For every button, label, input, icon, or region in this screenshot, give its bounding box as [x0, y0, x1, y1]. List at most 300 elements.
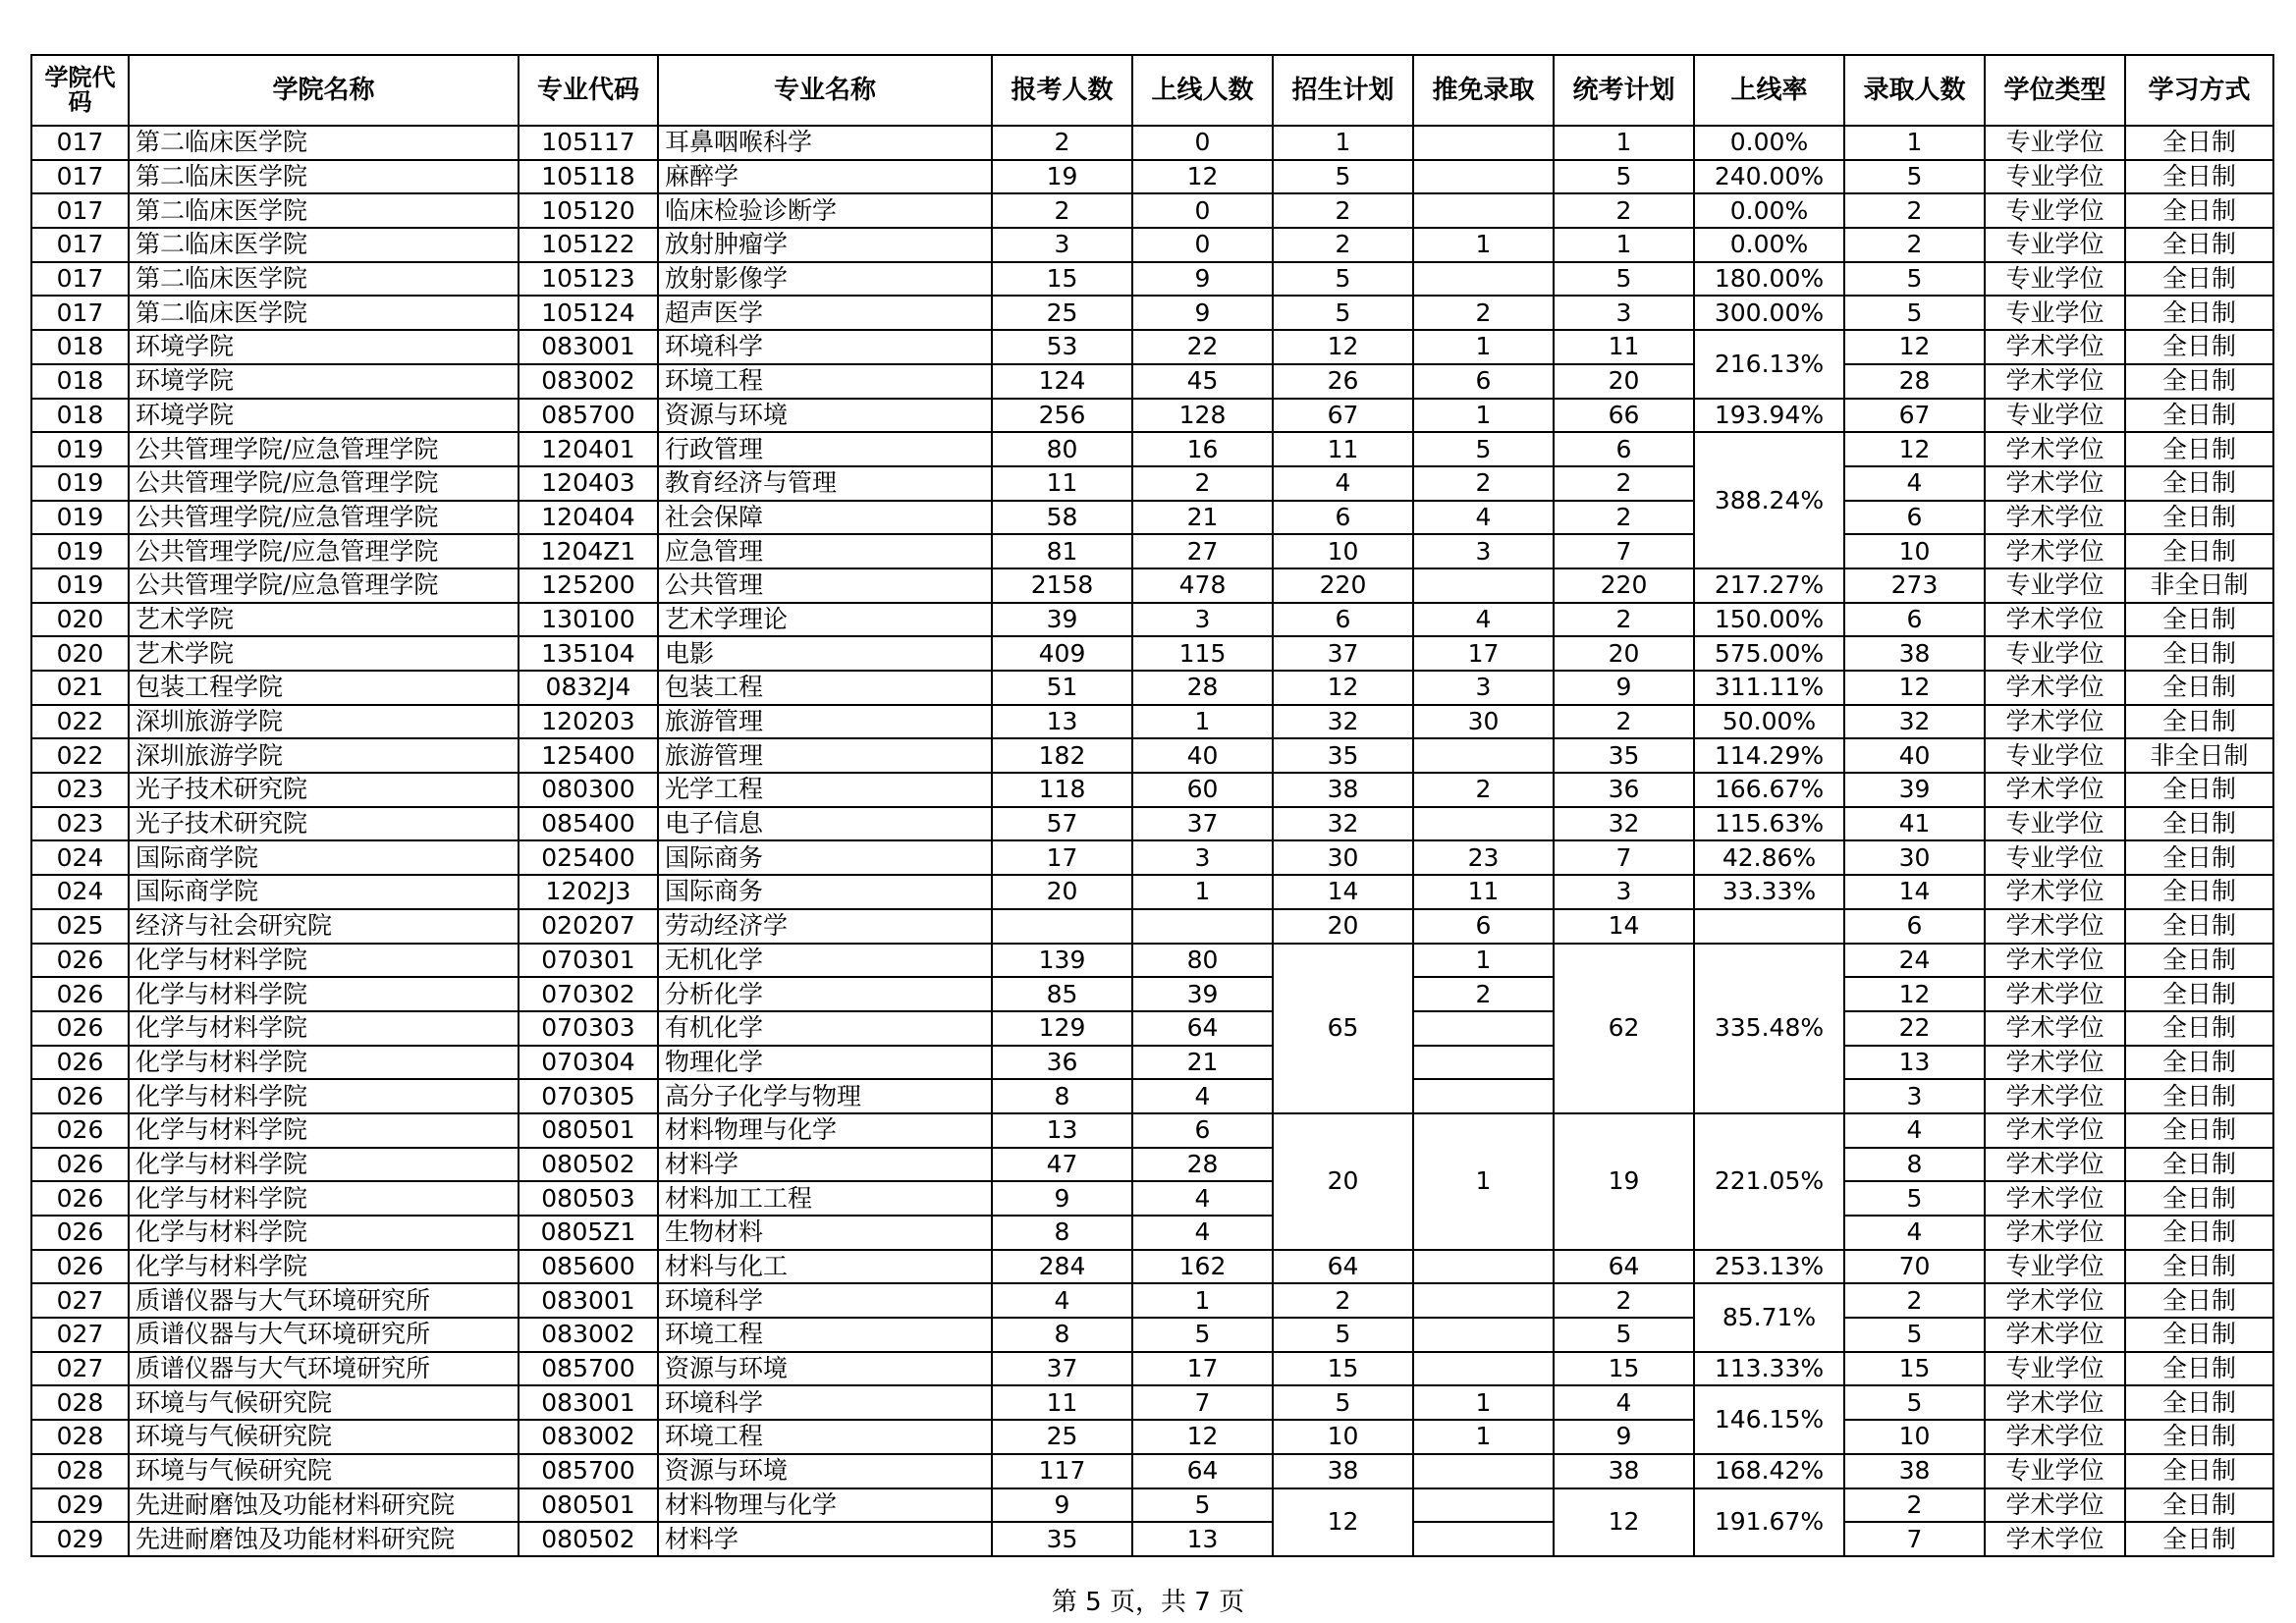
cell-recommended [1413, 1454, 1554, 1488]
cell-admitted: 70 [1844, 1250, 1985, 1284]
table-row [31, 1420, 2273, 1454]
cell-passed: 1 [1132, 705, 1273, 739]
cell-major-name: 教育经济与管理 [658, 466, 992, 501]
cell-study-mode: 全日制 [2125, 399, 2273, 433]
cell-recommended [1413, 262, 1554, 297]
cell-college-code: 028 [31, 1420, 129, 1454]
cell-major-code: 070302 [519, 977, 658, 1011]
footer-middle: 页，共 [1109, 1588, 1186, 1617]
cell-passed: 9 [1132, 262, 1273, 297]
cell-enroll-plan: 32 [1273, 705, 1413, 739]
cell-enroll-plan: 1 [1273, 126, 1413, 160]
cell-recommended: 17 [1413, 636, 1554, 671]
table-row [31, 1079, 2273, 1113]
cell-degree-type: 专业学位 [1985, 399, 2125, 433]
cell-college-code: 026 [31, 1250, 129, 1284]
admission-table-container [30, 54, 2272, 1557]
cell-degree-type: 学术学位 [1985, 1181, 2125, 1216]
cell-admitted: 5 [1844, 1385, 1985, 1420]
cell-enroll-plan: 64 [1273, 1250, 1413, 1284]
cell-degree-type: 学术学位 [1985, 466, 2125, 501]
cell-college-name: 公共管理学院/应急管理学院 [129, 501, 519, 535]
table-row [31, 1011, 2273, 1046]
cell-admitted: 10 [1844, 1420, 1985, 1454]
cell-major-name: 环境工程 [658, 1318, 992, 1352]
cell-recommended [1413, 1283, 1554, 1318]
cell-applicants: 124 [992, 364, 1132, 399]
cell-college-name: 化学与材料学院 [129, 1216, 519, 1250]
cell-college-code: 027 [31, 1352, 129, 1386]
cell-college-name: 环境与气候研究院 [129, 1385, 519, 1420]
cell-major-name: 包装工程 [658, 671, 992, 705]
cell-study-mode: 全日制 [2125, 1385, 2273, 1420]
header-enroll-plan: 招生计划 [1273, 55, 1413, 126]
footer-page-number: 5 [1085, 1588, 1102, 1617]
cell-degree-type: 专业学位 [1985, 1454, 2125, 1488]
cell-recommended: 23 [1413, 840, 1554, 875]
cell-recommended [1413, 1522, 1554, 1556]
cell-study-mode: 全日制 [2125, 944, 2273, 978]
cell-admitted: 22 [1844, 1011, 1985, 1046]
cell-degree-type: 专业学位 [1985, 126, 2125, 160]
cell-applicants: 4 [992, 1283, 1132, 1318]
cell-college-name: 先进耐磨蚀及功能材料研究院 [129, 1522, 519, 1556]
cell-major-name: 艺术学理论 [658, 603, 992, 637]
table-row [31, 1454, 2273, 1488]
cell-enroll-plan: 6 [1273, 603, 1413, 637]
cell-degree-type: 学术学位 [1985, 432, 2125, 466]
cell-degree-type: 学术学位 [1985, 1385, 2125, 1420]
cell-degree-type: 专业学位 [1985, 1250, 2125, 1284]
cell-applicants: 58 [992, 501, 1132, 535]
cell-pass-rate: 114.29% [1694, 738, 1844, 773]
header-exam-plan: 统考计划 [1554, 55, 1694, 126]
table-row [31, 840, 2273, 875]
cell-study-mode: 全日制 [2125, 1488, 2273, 1523]
table-row [31, 1113, 2273, 1148]
cell-major-code: 105118 [519, 160, 658, 194]
cell-study-mode: 全日制 [2125, 840, 2273, 875]
cell-major-code: 083001 [519, 1385, 658, 1420]
table-row [31, 1148, 2273, 1182]
cell-major-code: 120203 [519, 705, 658, 739]
cell-college-code: 026 [31, 1079, 129, 1113]
cell-passed: 4 [1132, 1079, 1273, 1113]
cell-enroll-plan: 67 [1273, 399, 1413, 433]
cell-college-name: 质谱仪器与大气环境研究所 [129, 1352, 519, 1386]
table-row [31, 193, 2273, 228]
table-row [31, 501, 2273, 535]
cell-major-name: 材料学 [658, 1522, 992, 1556]
cell-major-name: 材料加工工程 [658, 1181, 992, 1216]
cell-degree-type: 学术学位 [1985, 944, 2125, 978]
cell-admitted: 15 [1844, 1352, 1985, 1386]
cell-college-name: 艺术学院 [129, 603, 519, 637]
cell-major-code: 105124 [519, 296, 658, 330]
table-row [31, 296, 2273, 330]
cell-passed: 478 [1132, 568, 1273, 603]
cell-enroll-plan: 5 [1273, 296, 1413, 330]
cell-enroll-plan: 2 [1273, 1283, 1413, 1318]
cell-passed: 27 [1132, 534, 1273, 568]
cell-applicants [992, 909, 1132, 944]
cell-college-name: 质谱仪器与大气环境研究所 [129, 1283, 519, 1318]
cell-admitted: 273 [1844, 568, 1985, 603]
cell-college-name: 光子技术研究院 [129, 807, 519, 841]
cell-college-code: 017 [31, 228, 129, 262]
cell-applicants: 37 [992, 1352, 1132, 1386]
cell-recommended: 3 [1413, 671, 1554, 705]
cell-exam-plan: 19 [1554, 1113, 1694, 1250]
cell-recommended: 1 [1413, 944, 1554, 978]
table-row [31, 807, 2273, 841]
cell-applicants: 25 [992, 296, 1132, 330]
cell-college-name: 先进耐磨蚀及功能材料研究院 [129, 1488, 519, 1523]
cell-recommended: 3 [1413, 534, 1554, 568]
cell-major-name: 资源与环境 [658, 1352, 992, 1386]
cell-degree-type: 专业学位 [1985, 568, 2125, 603]
cell-college-code: 019 [31, 466, 129, 501]
table-row [31, 568, 2273, 603]
cell-exam-plan: 9 [1554, 671, 1694, 705]
cell-applicants: 284 [992, 1250, 1132, 1284]
cell-degree-type: 学术学位 [1985, 330, 2125, 364]
cell-recommended [1413, 193, 1554, 228]
cell-applicants: 256 [992, 399, 1132, 433]
cell-degree-type: 学术学位 [1985, 534, 2125, 568]
cell-enroll-plan: 20 [1273, 909, 1413, 944]
cell-study-mode: 全日制 [2125, 160, 2273, 194]
cell-exam-plan: 2 [1554, 466, 1694, 501]
cell-study-mode: 全日制 [2125, 1250, 2273, 1284]
cell-major-code: 085700 [519, 399, 658, 433]
cell-college-code: 021 [31, 671, 129, 705]
cell-recommended: 1 [1413, 1113, 1554, 1250]
cell-degree-type: 专业学位 [1985, 193, 2125, 228]
cell-major-name: 超声医学 [658, 296, 992, 330]
cell-enroll-plan: 35 [1273, 738, 1413, 773]
cell-recommended: 1 [1413, 330, 1554, 364]
cell-recommended: 1 [1413, 228, 1554, 262]
cell-study-mode: 全日制 [2125, 1011, 2273, 1046]
cell-study-mode: 全日制 [2125, 1046, 2273, 1080]
cell-major-name: 资源与环境 [658, 1454, 992, 1488]
cell-passed: 21 [1132, 1046, 1273, 1080]
cell-pass-rate: 191.67% [1694, 1488, 1844, 1556]
cell-admitted: 40 [1844, 738, 1985, 773]
cell-major-code: 070301 [519, 944, 658, 978]
header-major-name: 专业名称 [658, 55, 992, 126]
cell-applicants: 3 [992, 228, 1132, 262]
cell-major-code: 105123 [519, 262, 658, 297]
cell-major-code: 080300 [519, 773, 658, 807]
cell-exam-plan: 32 [1554, 807, 1694, 841]
cell-applicants: 25 [992, 1420, 1132, 1454]
cell-recommended: 30 [1413, 705, 1554, 739]
cell-exam-plan: 2 [1554, 1283, 1694, 1318]
table-row [31, 1352, 2273, 1386]
cell-exam-plan: 62 [1554, 944, 1694, 1113]
cell-admitted: 1 [1844, 126, 1985, 160]
cell-pass-rate: 253.13% [1694, 1250, 1844, 1284]
cell-major-name: 环境科学 [658, 1385, 992, 1420]
cell-passed: 1 [1132, 1283, 1273, 1318]
cell-college-code: 017 [31, 160, 129, 194]
cell-enroll-plan: 2 [1273, 193, 1413, 228]
cell-major-code: 085700 [519, 1454, 658, 1488]
cell-admitted: 4 [1844, 466, 1985, 501]
cell-college-name: 第二临床医学院 [129, 193, 519, 228]
cell-study-mode: 全日制 [2125, 501, 2273, 535]
cell-college-code: 027 [31, 1318, 129, 1352]
cell-admitted: 67 [1844, 399, 1985, 433]
cell-exam-plan: 5 [1554, 1318, 1694, 1352]
cell-passed: 0 [1132, 228, 1273, 262]
cell-major-name: 国际商务 [658, 875, 992, 909]
cell-passed: 7 [1132, 1385, 1273, 1420]
cell-exam-plan: 38 [1554, 1454, 1694, 1488]
cell-pass-rate: 166.67% [1694, 773, 1844, 807]
table-row [31, 944, 2273, 978]
cell-passed: 64 [1132, 1454, 1273, 1488]
cell-college-name: 第二临床医学院 [129, 228, 519, 262]
footer-total-pages: 7 [1194, 1588, 1211, 1617]
cell-major-code: 125200 [519, 568, 658, 603]
table-row [31, 399, 2273, 433]
header-degree-type: 学位类型 [1985, 55, 2125, 126]
footer-suffix: 页 [1219, 1588, 1245, 1617]
cell-degree-type: 专业学位 [1985, 262, 2125, 297]
cell-pass-rate: 180.00% [1694, 262, 1844, 297]
cell-college-code: 026 [31, 1181, 129, 1216]
cell-college-name: 化学与材料学院 [129, 1079, 519, 1113]
table-row [31, 160, 2273, 194]
cell-pass-rate: 217.27% [1694, 568, 1844, 603]
cell-recommended: 2 [1413, 773, 1554, 807]
cell-recommended [1413, 1488, 1554, 1523]
cell-passed: 5 [1132, 1488, 1273, 1523]
cell-degree-type: 学术学位 [1985, 875, 2125, 909]
cell-passed: 40 [1132, 738, 1273, 773]
cell-major-name: 公共管理 [658, 568, 992, 603]
cell-study-mode: 全日制 [2125, 1216, 2273, 1250]
cell-study-mode: 全日制 [2125, 807, 2273, 841]
cell-degree-type: 专业学位 [1985, 228, 2125, 262]
cell-college-name: 化学与材料学院 [129, 1046, 519, 1080]
cell-major-code: 135104 [519, 636, 658, 671]
cell-degree-type: 专业学位 [1985, 636, 2125, 671]
table-row [31, 228, 2273, 262]
cell-college-name: 化学与材料学院 [129, 1181, 519, 1216]
cell-major-name: 临床检验诊断学 [658, 193, 992, 228]
cell-admitted: 4 [1844, 1216, 1985, 1250]
cell-degree-type: 专业学位 [1985, 807, 2125, 841]
cell-enroll-plan: 26 [1273, 364, 1413, 399]
cell-recommended [1413, 807, 1554, 841]
cell-exam-plan: 35 [1554, 738, 1694, 773]
cell-enroll-plan: 38 [1273, 773, 1413, 807]
cell-major-name: 劳动经济学 [658, 909, 992, 944]
cell-recommended [1413, 126, 1554, 160]
cell-passed: 0 [1132, 126, 1273, 160]
cell-degree-type: 专业学位 [1985, 160, 2125, 194]
cell-pass-rate [1694, 909, 1844, 944]
table-row [31, 773, 2273, 807]
cell-passed: 12 [1132, 160, 1273, 194]
cell-college-name: 光子技术研究院 [129, 773, 519, 807]
cell-applicants: 35 [992, 1522, 1132, 1556]
cell-degree-type: 学术学位 [1985, 364, 2125, 399]
cell-passed: 1 [1132, 875, 1273, 909]
cell-exam-plan: 20 [1554, 636, 1694, 671]
cell-study-mode: 全日制 [2125, 875, 2273, 909]
cell-degree-type: 学术学位 [1985, 977, 2125, 1011]
cell-passed: 9 [1132, 296, 1273, 330]
cell-major-name: 环境科学 [658, 330, 992, 364]
cell-admitted: 2 [1844, 1488, 1985, 1523]
cell-college-code: 019 [31, 432, 129, 466]
cell-major-name: 放射影像学 [658, 262, 992, 297]
cell-degree-type: 学术学位 [1985, 705, 2125, 739]
cell-admitted: 5 [1844, 262, 1985, 297]
cell-exam-plan: 11 [1554, 330, 1694, 364]
cell-college-code: 026 [31, 977, 129, 1011]
footer-prefix: 第 [1051, 1588, 1077, 1617]
table-row [31, 671, 2273, 705]
cell-study-mode: 全日制 [2125, 1454, 2273, 1488]
cell-degree-type: 学术学位 [1985, 909, 2125, 944]
cell-college-code: 029 [31, 1522, 129, 1556]
cell-recommended [1413, 1250, 1554, 1284]
cell-college-code: 026 [31, 1046, 129, 1080]
cell-study-mode: 全日制 [2125, 977, 2273, 1011]
table-row [31, 1181, 2273, 1216]
cell-major-code: 083002 [519, 1420, 658, 1454]
table-row [31, 1046, 2273, 1080]
cell-exam-plan: 2 [1554, 705, 1694, 739]
cell-applicants: 118 [992, 773, 1132, 807]
cell-exam-plan: 2 [1554, 603, 1694, 637]
cell-major-name: 环境科学 [658, 1283, 992, 1318]
cell-college-name: 化学与材料学院 [129, 1250, 519, 1284]
cell-exam-plan: 7 [1554, 840, 1694, 875]
cell-study-mode: 全日制 [2125, 1522, 2273, 1556]
cell-major-name: 分析化学 [658, 977, 992, 1011]
cell-admitted: 38 [1844, 636, 1985, 671]
cell-college-code: 023 [31, 773, 129, 807]
cell-enroll-plan: 5 [1273, 262, 1413, 297]
cell-study-mode: 全日制 [2125, 228, 2273, 262]
cell-major-code: 020207 [519, 909, 658, 944]
cell-applicants: 17 [992, 840, 1132, 875]
cell-study-mode: 全日制 [2125, 773, 2273, 807]
page-footer [0, 1582, 2296, 1618]
cell-applicants: 9 [992, 1181, 1132, 1216]
cell-admitted: 2 [1844, 1283, 1985, 1318]
cell-pass-rate: 221.05% [1694, 1113, 1844, 1250]
cell-enroll-plan: 12 [1273, 671, 1413, 705]
cell-degree-type: 学术学位 [1985, 1216, 2125, 1250]
table-row [31, 909, 2273, 944]
cell-study-mode: 全日制 [2125, 534, 2273, 568]
cell-admitted: 6 [1844, 909, 1985, 944]
cell-passed: 2 [1132, 466, 1273, 501]
table-row [31, 534, 2273, 568]
header-recommended: 推免录取 [1413, 55, 1554, 126]
cell-passed: 13 [1132, 1522, 1273, 1556]
table-row [31, 1385, 2273, 1420]
cell-college-name: 环境与气候研究院 [129, 1420, 519, 1454]
cell-college-name: 环境学院 [129, 399, 519, 433]
cell-recommended: 2 [1413, 296, 1554, 330]
cell-degree-type: 学术学位 [1985, 773, 2125, 807]
cell-enroll-plan: 65 [1273, 944, 1413, 1113]
cell-college-code: 028 [31, 1454, 129, 1488]
cell-applicants: 13 [992, 1113, 1132, 1148]
cell-major-code: 0832J4 [519, 671, 658, 705]
cell-major-name: 旅游管理 [658, 738, 992, 773]
cell-exam-plan: 7 [1554, 534, 1694, 568]
cell-applicants: 51 [992, 671, 1132, 705]
cell-degree-type: 学术学位 [1985, 671, 2125, 705]
cell-college-code: 026 [31, 944, 129, 978]
cell-pass-rate: 193.94% [1694, 399, 1844, 433]
cell-college-name: 质谱仪器与大气环境研究所 [129, 1318, 519, 1352]
cell-applicants: 85 [992, 977, 1132, 1011]
cell-major-name: 麻醉学 [658, 160, 992, 194]
cell-study-mode: 全日制 [2125, 603, 2273, 637]
cell-recommended [1413, 1011, 1554, 1046]
cell-recommended: 1 [1413, 1420, 1554, 1454]
cell-major-code: 1204Z1 [519, 534, 658, 568]
cell-recommended [1413, 1352, 1554, 1386]
table-row [31, 1283, 2273, 1318]
cell-pass-rate: 0.00% [1694, 193, 1844, 228]
header-study-mode: 学习方式 [2125, 55, 2273, 126]
cell-recommended: 1 [1413, 1385, 1554, 1420]
cell-passed: 5 [1132, 1318, 1273, 1352]
cell-college-code: 020 [31, 636, 129, 671]
cell-study-mode: 全日制 [2125, 1283, 2273, 1318]
cell-passed: 45 [1132, 364, 1273, 399]
cell-major-code: 085600 [519, 1250, 658, 1284]
cell-college-code: 022 [31, 738, 129, 773]
cell-study-mode: 非全日制 [2125, 738, 2273, 773]
cell-study-mode: 全日制 [2125, 193, 2273, 228]
cell-degree-type: 专业学位 [1985, 296, 2125, 330]
cell-major-name: 高分子化学与物理 [658, 1079, 992, 1113]
cell-college-code: 024 [31, 875, 129, 909]
cell-major-name: 材料物理与化学 [658, 1488, 992, 1523]
cell-passed: 28 [1132, 1148, 1273, 1182]
cell-admitted: 41 [1844, 807, 1985, 841]
cell-exam-plan: 3 [1554, 875, 1694, 909]
cell-passed: 3 [1132, 840, 1273, 875]
table-row [31, 126, 2273, 160]
cell-college-code: 019 [31, 501, 129, 535]
cell-degree-type: 学术学位 [1985, 1079, 2125, 1113]
table-row [31, 1522, 2273, 1556]
table-row [31, 1488, 2273, 1523]
cell-exam-plan: 1 [1554, 126, 1694, 160]
cell-passed: 39 [1132, 977, 1273, 1011]
cell-enroll-plan: 4 [1273, 466, 1413, 501]
cell-major-code: 120404 [519, 501, 658, 535]
cell-major-name: 国际商务 [658, 840, 992, 875]
cell-study-mode: 全日制 [2125, 1148, 2273, 1182]
cell-recommended: 1 [1413, 399, 1554, 433]
cell-pass-rate: 150.00% [1694, 603, 1844, 637]
